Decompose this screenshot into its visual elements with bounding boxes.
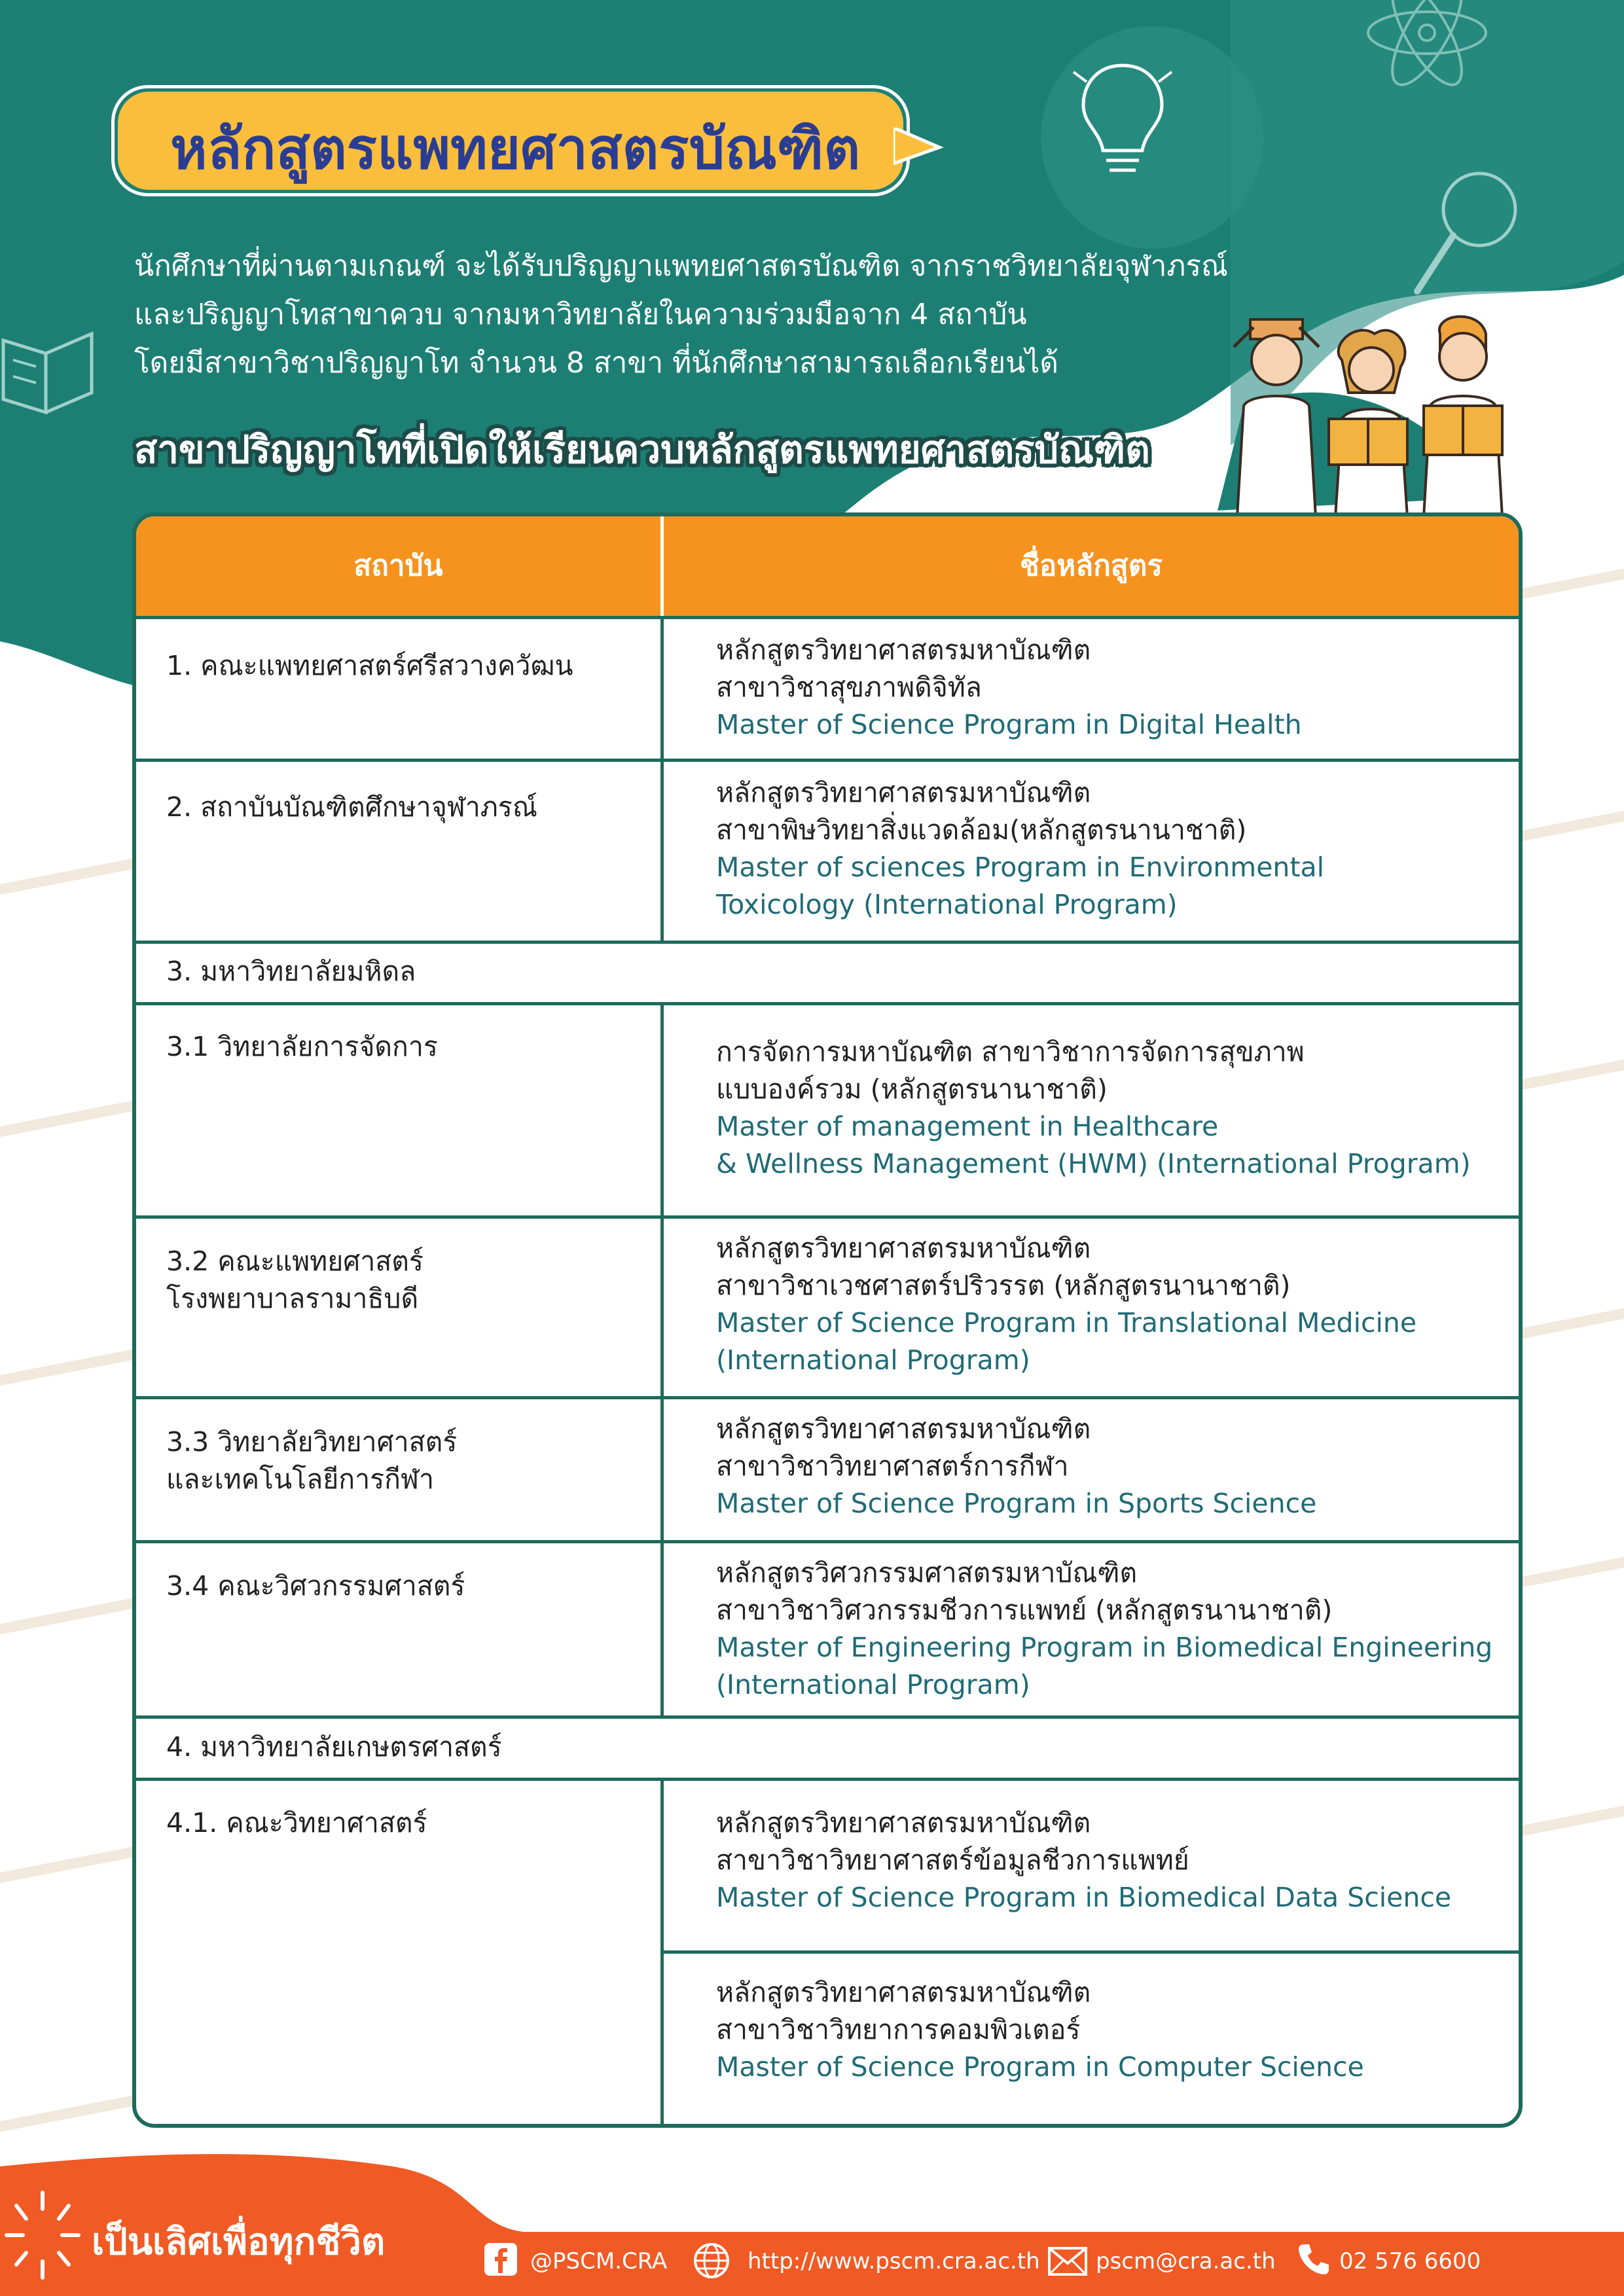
row-divider xyxy=(136,759,1519,762)
intro-line: และปริญญาโทสาขาควบ จากมหาวิทยาลัยในความร่วมมือจาก 4 สถาบัน xyxy=(134,298,1027,331)
column-divider xyxy=(660,1002,664,1715)
program-degree: หลักสูตรวิทยาศาสตรมหาบัณฑิต xyxy=(716,1807,1091,1839)
program-english: (International Program) xyxy=(716,1344,1030,1376)
program-cell xyxy=(716,632,1302,744)
program-major: แบบองค์รวม (หลักสูตรนานาชาติ) xyxy=(716,1073,1108,1105)
book-icon xyxy=(0,314,105,425)
program-degree: หลักสูตรวิทยาศาสตรมหาบัณฑิต xyxy=(716,777,1091,808)
programs-table xyxy=(132,512,1523,2128)
program-cell xyxy=(716,1033,1471,1183)
program-major: สาขาวิชาวิทยาการคอมพิวเตอร์ xyxy=(716,2014,1081,2045)
column-divider xyxy=(660,1778,664,2128)
page-title: หลักสูตรแพทยศาสตรบัณฑิต xyxy=(170,117,861,182)
program-english: Master of Science Program in Translational Medicine xyxy=(716,1307,1417,1338)
program-english: Toxicology (International Program) xyxy=(716,889,1178,920)
program-major: สาขาวิชาวิศวกรรมชีวการแพทย์ (หลักสูตรนานาชาติ) xyxy=(716,1594,1333,1626)
institution-cell: 2. สถาบันบัณฑิตศึกษาจุฬาภรณ์ xyxy=(166,791,537,823)
row-divider xyxy=(136,1215,1519,1219)
footer-phone[interactable]: 02 576 6600 xyxy=(1339,2248,1481,2274)
program-degree: หลักสูตรวิทยาศาสตรมหาบัณฑิต xyxy=(716,1413,1091,1444)
row-divider xyxy=(136,616,1519,619)
row-divider xyxy=(136,1540,1519,1543)
institution-cell xyxy=(166,1243,424,1318)
institution-cell: 1. คณะแพทยศาสตร์ศรีสวางควัฒน xyxy=(166,650,573,681)
program-english: Master of sciences Program in Environmental xyxy=(716,852,1325,883)
section-subtitle: สาขาปริญญาโทที่เปิดให้เรียนควบหลักสูตรแพทยศาสตรบัณฑิต xyxy=(134,427,1150,472)
program-english: Master of Engineering Program in Biomedical Engineering xyxy=(716,1632,1493,1663)
row-divider xyxy=(136,1715,1519,1719)
speech-tail xyxy=(893,128,946,167)
institution-line: 3.2 คณะแพทยศาสตร์ xyxy=(166,1246,424,1277)
program-major: สาขาวิชาสุขภาพดิจิทัล xyxy=(716,672,982,703)
row-divider xyxy=(664,1950,1519,1954)
program-english: Master of management in Healthcare xyxy=(716,1111,1219,1142)
mail-icon[interactable] xyxy=(1047,2246,1088,2276)
facebook-icon[interactable] xyxy=(483,2242,518,2277)
magnifier-icon xyxy=(1407,164,1532,308)
row-divider xyxy=(136,941,1519,944)
institution-cell xyxy=(166,1424,457,1498)
program-cell xyxy=(716,1974,1364,2086)
group-row: 3. มหาวิทยาลัยมหิดล xyxy=(166,956,416,987)
program-cell xyxy=(716,1554,1492,1704)
intro-text xyxy=(134,242,1345,387)
institution-cell: 3.4 คณะวิศวกรรมศาสตร์ xyxy=(166,1570,465,1602)
sun-logo-icon xyxy=(0,2179,85,2291)
program-major: สาขาวิชาวิทยาศาสตร์ข้อมูลชีวการแพทย์ xyxy=(716,1844,1189,1876)
footer-email[interactable]: pscm@cra.ac.th xyxy=(1096,2248,1276,2274)
title-banner xyxy=(118,92,929,190)
program-cell xyxy=(716,1804,1451,1916)
globe-icon[interactable] xyxy=(693,2242,731,2280)
intro-line: นักศึกษาที่ผ่านตามเกณฑ์ จะได้รับปริญญาแพทยศาสตรบัณฑิต จากราชวิทยาลัยจุฬาภรณ์ xyxy=(134,249,1228,283)
row-divider xyxy=(136,1396,1519,1399)
footer-slogan: เป็นเลิศเพื่อทุกชีวิต xyxy=(92,2221,386,2263)
program-major: สาขาพิษวิทยาสิ่งแวดล้อม(หลักสูตรนานาชาติ) xyxy=(716,814,1247,846)
header-program: ชื่อหลักสูตร xyxy=(1020,549,1163,583)
institution-line: และเทคโนโลยีการกีฬา xyxy=(166,1463,434,1495)
institution-cell: 4.1. คณะวิทยาศาสตร์ xyxy=(166,1807,427,1839)
program-english: (International Program) xyxy=(716,1669,1030,1700)
program-english: Master of Science Program in Biomedical Data Science xyxy=(716,1882,1452,1913)
program-cell xyxy=(716,1410,1316,1522)
program-english: & Wellness Management (HWM) (International Program) xyxy=(716,1148,1471,1179)
row-divider xyxy=(136,1002,1519,1005)
program-cell xyxy=(716,1230,1416,1379)
program-degree: หลักสูตรวิทยาศาสตรมหาบัณฑิต xyxy=(716,634,1091,666)
program-english: Master of Science Program in Digital Health xyxy=(716,709,1302,740)
atom-icon xyxy=(1355,0,1499,105)
phone-icon[interactable] xyxy=(1296,2242,1331,2277)
column-divider xyxy=(660,616,664,941)
program-degree: การจัดการมหาบัณฑิต สาขาวิชาการจัดการสุขภาพ xyxy=(716,1036,1305,1067)
program-english: Master of Science Program in Computer Science xyxy=(716,2051,1364,2083)
institution-line: โรงพยาบาลรามาธิบดี xyxy=(166,1283,419,1314)
institution-cell: 3.1 วิทยาลัยการจัดการ xyxy=(166,1031,438,1062)
program-degree: หลักสูตรวิทยาศาสตรมหาบัณฑิต xyxy=(716,1977,1091,2008)
footer-facebook[interactable]: @PSCM.CRA xyxy=(530,2248,668,2274)
footer-website[interactable]: http://www.pscm.cra.ac.th xyxy=(748,2248,1040,2274)
header-institution: สถาบัน xyxy=(353,549,443,583)
program-cell xyxy=(716,774,1324,924)
program-degree: หลักสูตรวิศวกรรมศาสตรมหาบัณฑิต xyxy=(716,1557,1138,1588)
program-english: Master of Science Program in Sports Science xyxy=(716,1488,1317,1519)
program-major: สาขาวิชาเวชศาสตร์ปริวรรต (หลักสูตรนานาชาติ) xyxy=(716,1270,1291,1301)
row-divider xyxy=(136,1778,1519,1781)
institution-line: 3.3 วิทยาลัยวิทยาศาสตร์ xyxy=(166,1426,458,1458)
intro-line: โดยมีสาขาวิชาปริญญาโท จำนวน 8 สาขา ที่นักศึกษาสามารถเลือกเรียนได้ xyxy=(134,346,1058,380)
lightbulb-icon xyxy=(1067,52,1178,183)
group-row: 4. มหาวิทยาลัยเกษตรศาสตร์ xyxy=(166,1731,502,1763)
program-major: สาขาวิชาวิทยาศาสตร์การกีฬา xyxy=(716,1450,1069,1482)
program-degree: หลักสูตรวิทยาศาสตรมหาบัณฑิต xyxy=(716,1232,1091,1264)
